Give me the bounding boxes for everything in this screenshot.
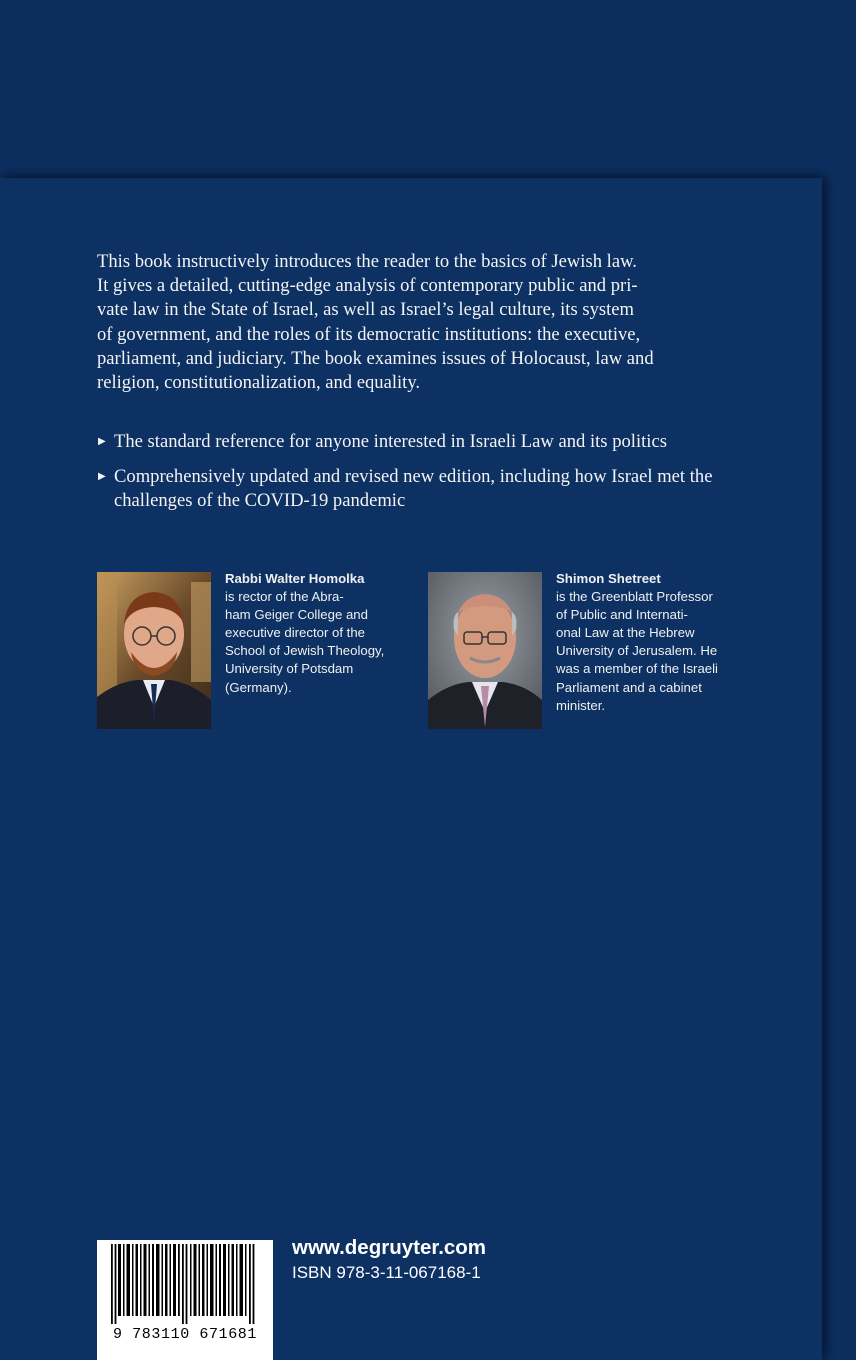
feature-item bbox=[97, 465, 757, 513]
author-description: is rector of the Abra- ham Geiger College and executive director of the School of Jewish Theology, University of Potsdam (Germany). bbox=[225, 589, 385, 695]
feature-item bbox=[97, 430, 757, 454]
author-bio-homolka bbox=[225, 570, 420, 697]
isbn-barcode bbox=[97, 1240, 273, 1360]
author-photo-homolka bbox=[97, 572, 211, 729]
isbn-number: ISBN 978-3-11-067168-1 bbox=[292, 1263, 481, 1282]
author-photo-shetreet bbox=[428, 572, 542, 729]
publisher-website: www.degruyter.com bbox=[292, 1236, 487, 1259]
triangle-bullet-icon: ▶ bbox=[98, 471, 106, 483]
triangle-bullet-icon: ▶ bbox=[98, 436, 106, 447]
author-name: Rabbi Walter Homolka bbox=[225, 571, 365, 586]
barcode-number: 9 783110 671681 bbox=[112, 1326, 258, 1343]
author-name: Shimon Shetreet bbox=[556, 571, 661, 586]
feature-text: The standard reference for anyone interested in Israeli Law and its politics bbox=[114, 431, 667, 452]
author-description: is the Greenblatt Professor of Public and Internati- onal Law at the Hebrew University of Jerusalem. He was a member of the Israeli Parliament and a cabinet minister. bbox=[556, 589, 718, 713]
feature-text: Comprehensively updated and revised new edition, including how Israel met the challenges of the COVID-19 pandemic bbox=[114, 466, 713, 512]
barcode-bars bbox=[97, 1240, 273, 1330]
author-bio-shetreet bbox=[556, 570, 756, 715]
feature-list bbox=[97, 430, 757, 525]
book-description: This book instructively introduces the reader to the basics of Jewish law. It gives a detailed, cutting-edge analysis of contemporary public and pri- vate law in the State of Israel, as well as Israel’s legal culture, its system of government, and the roles of its democratic institutions: the executive, parliament, and judiciary. The book examines issues of Holocaust, law and religion, constitutionalization, and equality. bbox=[97, 251, 654, 394]
